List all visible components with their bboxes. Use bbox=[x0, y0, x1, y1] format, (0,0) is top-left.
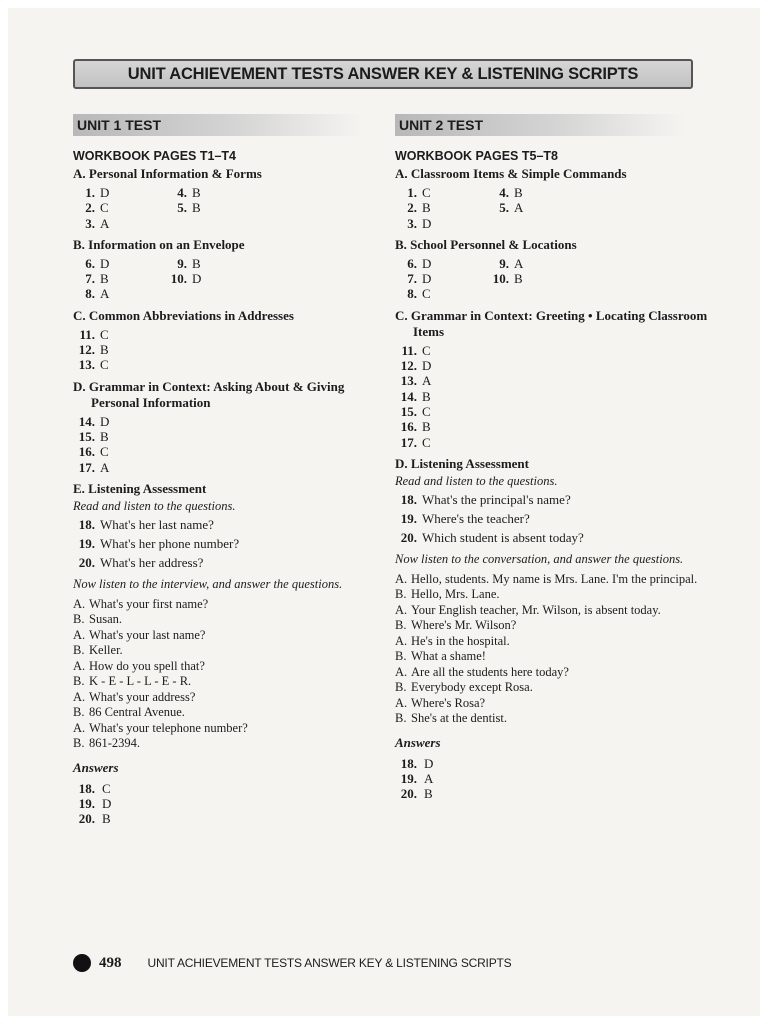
answer-letter: A bbox=[100, 286, 110, 302]
script-line bbox=[73, 612, 393, 628]
page-footer bbox=[73, 954, 511, 972]
unit-1-column bbox=[73, 114, 393, 827]
script-line bbox=[395, 665, 715, 681]
speaker-label: A. bbox=[395, 633, 408, 648]
final-answer-item bbox=[395, 756, 715, 771]
answer-number: 16. bbox=[400, 419, 417, 435]
answer-item bbox=[73, 256, 165, 271]
answer-letter: B bbox=[100, 342, 109, 358]
unit-1-heading: UNIT 1 TEST bbox=[73, 114, 363, 136]
answer-item bbox=[395, 358, 495, 373]
answer-number: 18. bbox=[78, 780, 95, 796]
answer-number: 2. bbox=[85, 200, 95, 216]
answer-number: 10. bbox=[170, 271, 187, 287]
answer-letter: C bbox=[102, 780, 111, 796]
script-line bbox=[395, 587, 715, 603]
answer-item bbox=[395, 286, 487, 301]
answer-item bbox=[165, 256, 265, 271]
unit-1-section-d-answers bbox=[73, 414, 393, 475]
unit-2-instruction-1: Read and listen to the questions. bbox=[395, 473, 558, 488]
question-number: 18. bbox=[400, 492, 417, 508]
answer-item bbox=[165, 216, 265, 231]
answer-letter: B bbox=[102, 811, 111, 827]
answer-item bbox=[395, 343, 495, 358]
answer-item bbox=[395, 435, 495, 450]
script-line bbox=[73, 721, 393, 737]
script-line bbox=[395, 603, 715, 619]
answer-letter: A bbox=[424, 771, 434, 787]
answer-item bbox=[487, 256, 587, 271]
answer-number: 6. bbox=[85, 255, 95, 271]
script-line bbox=[73, 736, 393, 752]
answer-number: 20. bbox=[78, 811, 95, 827]
answer-number: 3. bbox=[85, 215, 95, 231]
unit-1-instruction-2: Now listen to the interview, and answer the questions. bbox=[73, 577, 343, 592]
answer-number: 5. bbox=[177, 200, 187, 216]
answer-letter: B bbox=[192, 185, 201, 200]
answer-letter: A bbox=[100, 459, 110, 475]
unit-1-section-d: D. Grammar in Context: Asking About & Giving Personal Information bbox=[73, 378, 345, 410]
speaker-label: B. bbox=[73, 674, 85, 689]
unit-1-instruction-1: Read and listen to the questions. bbox=[73, 498, 236, 513]
script-text: 861-2394. bbox=[89, 736, 141, 751]
final-answer-item bbox=[395, 771, 715, 786]
answer-item bbox=[487, 185, 587, 200]
answer-number: 12. bbox=[78, 342, 95, 358]
answer-item bbox=[165, 286, 265, 301]
script-line bbox=[395, 696, 715, 712]
script-line bbox=[395, 649, 715, 665]
answer-item bbox=[395, 373, 495, 388]
answer-letter: C bbox=[422, 434, 431, 450]
script-text: What's your first name? bbox=[89, 596, 209, 611]
unit-1-final-answers bbox=[73, 781, 393, 827]
final-answer-item bbox=[73, 796, 393, 811]
unit-1-questions bbox=[73, 515, 393, 572]
banner-title: UNIT ACHIEVEMENT TESTS ANSWER KEY & LISTENING SCRIPTS bbox=[127, 64, 639, 83]
answer-letter: C bbox=[100, 200, 109, 216]
unit-1-section-b: B. Information on an Envelope bbox=[73, 236, 245, 252]
question-number: 20. bbox=[400, 530, 417, 546]
script-text: He's in the hospital. bbox=[411, 633, 510, 648]
answer-item bbox=[73, 185, 165, 200]
script-text: What's your telephone number? bbox=[89, 720, 248, 735]
answer-item bbox=[73, 414, 173, 429]
speaker-label: B. bbox=[73, 705, 85, 720]
answer-letter: C bbox=[100, 326, 109, 342]
answer-letter: A bbox=[514, 255, 524, 271]
answer-letter: D bbox=[100, 185, 110, 200]
answer-number: 18. bbox=[400, 755, 417, 771]
script-text: How do you spell that? bbox=[89, 658, 205, 673]
unit-2-section-b-answers bbox=[395, 256, 715, 302]
answer-item bbox=[73, 357, 173, 372]
answer-item bbox=[395, 185, 487, 200]
answer-letter: B bbox=[100, 428, 109, 444]
question-number: 19. bbox=[78, 536, 95, 552]
script-text: What a shame! bbox=[411, 649, 486, 664]
script-text: Keller. bbox=[89, 643, 123, 658]
question-number: 20. bbox=[78, 555, 95, 571]
answer-letter: B bbox=[424, 786, 433, 802]
unit-2-section-c-answers bbox=[395, 343, 715, 450]
answer-item bbox=[73, 444, 173, 459]
answer-number: 14. bbox=[78, 413, 95, 429]
unit-1-section-c: C. Common Abbreviations in Addresses bbox=[73, 307, 294, 323]
unit-2-section-c: C. Grammar in Context: Greeting • Locating Classroom Items bbox=[395, 307, 708, 339]
question-number: 18. bbox=[78, 517, 95, 533]
speaker-label: A. bbox=[395, 664, 408, 679]
answer-number: 13. bbox=[400, 373, 417, 389]
answer-letter: C bbox=[422, 403, 431, 419]
unit-1-section-e: E. Listening Assessment bbox=[73, 480, 207, 496]
script-text: Susan. bbox=[89, 612, 122, 627]
answer-item bbox=[165, 271, 265, 286]
question-item bbox=[73, 553, 393, 572]
script-line bbox=[395, 572, 715, 588]
unit-2-script bbox=[395, 572, 715, 727]
question-text: What's her last name? bbox=[100, 517, 214, 533]
script-line bbox=[395, 634, 715, 650]
answer-item bbox=[395, 200, 487, 215]
script-text: Everybody except Rosa. bbox=[411, 680, 533, 695]
answer-item bbox=[165, 185, 265, 200]
answer-item bbox=[73, 460, 173, 475]
answer-letter: B bbox=[422, 419, 431, 435]
answer-letter: D bbox=[422, 215, 432, 231]
answer-letter: D bbox=[422, 255, 432, 271]
speaker-label: A. bbox=[73, 627, 86, 642]
unit-1-section-b-answers bbox=[73, 256, 393, 302]
answer-number: 19. bbox=[78, 796, 95, 812]
answer-number: 8. bbox=[407, 286, 417, 302]
footer-title: UNIT ACHIEVEMENT TESTS ANSWER KEY & LISTENING SCRIPTS bbox=[147, 956, 512, 970]
answer-item bbox=[395, 256, 487, 271]
answer-number: 2. bbox=[407, 200, 417, 216]
unit-2-section-a: A. Classroom Items & Simple Commands bbox=[395, 166, 627, 181]
question-item bbox=[73, 515, 393, 534]
speaker-label: B. bbox=[395, 618, 407, 633]
speaker-label: B. bbox=[395, 680, 407, 695]
final-answer-item bbox=[73, 781, 393, 796]
script-text: Hello, students. My name is Mrs. Lane. I'm the principal. bbox=[411, 571, 698, 586]
answer-item bbox=[73, 286, 165, 301]
question-text: Which student is absent today? bbox=[422, 530, 584, 546]
answer-number: 15. bbox=[400, 403, 417, 419]
answer-letter: C bbox=[422, 286, 431, 302]
speaker-label: A. bbox=[73, 658, 86, 673]
script-text: Where's Rosa? bbox=[411, 695, 486, 710]
answer-number: 9. bbox=[499, 255, 509, 271]
answer-letter: B bbox=[514, 185, 523, 200]
speaker-label: B. bbox=[73, 612, 85, 627]
answer-item bbox=[73, 327, 173, 342]
answer-number: 16. bbox=[78, 444, 95, 460]
answer-number: 11. bbox=[401, 342, 417, 358]
speaker-label: B. bbox=[395, 711, 407, 726]
page-number: 498 bbox=[99, 954, 122, 971]
question-text: What's her phone number? bbox=[100, 536, 240, 552]
unit-2-section-b: B. School Personnel & Locations bbox=[395, 236, 577, 252]
answer-letter: A bbox=[514, 200, 524, 216]
answer-letter: B bbox=[100, 271, 109, 287]
script-line bbox=[73, 628, 393, 644]
answer-letter: D bbox=[100, 255, 110, 271]
script-text: K - E - L - L - E - R. bbox=[89, 674, 192, 689]
answer-number: 10. bbox=[492, 271, 509, 287]
speaker-label: B. bbox=[395, 649, 407, 664]
unit-2-questions bbox=[395, 490, 715, 547]
answer-number: 19. bbox=[400, 771, 417, 787]
answer-letter: B bbox=[422, 388, 431, 404]
answer-letter: C bbox=[422, 185, 431, 200]
answer-number: 15. bbox=[78, 428, 95, 444]
script-line bbox=[395, 618, 715, 634]
speaker-label: B. bbox=[73, 643, 85, 658]
answer-item bbox=[395, 271, 487, 286]
script-line bbox=[73, 674, 393, 690]
answer-letter: A bbox=[100, 215, 110, 231]
answer-item bbox=[487, 216, 587, 231]
answer-number: 17. bbox=[78, 459, 95, 475]
answer-item bbox=[73, 342, 173, 357]
script-line bbox=[395, 711, 715, 727]
answer-number: 1. bbox=[85, 185, 95, 200]
speaker-label: A. bbox=[395, 602, 408, 617]
question-text: What's the principal's name? bbox=[422, 492, 571, 508]
script-line bbox=[73, 643, 393, 659]
script-line bbox=[73, 690, 393, 706]
answer-number: 7. bbox=[407, 271, 417, 287]
answer-letter: D bbox=[422, 271, 432, 287]
answer-letter: C bbox=[422, 342, 431, 358]
answer-item bbox=[395, 404, 495, 419]
answer-item bbox=[73, 271, 165, 286]
answer-item bbox=[395, 389, 495, 404]
question-item bbox=[395, 528, 715, 547]
answer-letter: D bbox=[100, 413, 110, 429]
script-text: What's your last name? bbox=[89, 627, 206, 642]
answer-number: 4. bbox=[499, 185, 509, 200]
answer-number: 8. bbox=[85, 286, 95, 302]
script-text: 86 Central Avenue. bbox=[89, 705, 185, 720]
unit-1-section-a: A. Personal Information & Forms bbox=[73, 166, 262, 181]
page-banner bbox=[73, 59, 693, 89]
question-item bbox=[395, 490, 715, 509]
answer-letter: C bbox=[100, 357, 109, 373]
answer-item bbox=[487, 286, 587, 301]
answer-number: 3. bbox=[407, 215, 417, 231]
answer-number: 6. bbox=[407, 255, 417, 271]
unit-2-section-a-answers bbox=[395, 185, 715, 231]
unit-1-answers-heading: Answers bbox=[73, 759, 119, 775]
answer-number: 20. bbox=[400, 786, 417, 802]
answer-item bbox=[73, 429, 173, 444]
unit-1-script bbox=[73, 597, 393, 752]
unit-2-answers-heading: Answers bbox=[395, 734, 441, 750]
script-text: Are all the students here today? bbox=[411, 664, 569, 679]
speaker-label: A. bbox=[73, 596, 86, 611]
unit-2-instruction-2: Now listen to the conversation, and answer the questions. bbox=[395, 552, 684, 567]
unit-1-section-a-answers bbox=[73, 185, 393, 231]
answer-letter: A bbox=[422, 373, 432, 389]
answer-item bbox=[165, 200, 265, 215]
answer-item bbox=[73, 216, 165, 231]
script-text: Where's Mr. Wilson? bbox=[411, 618, 517, 633]
answer-letter: B bbox=[192, 255, 201, 271]
unit-2-column bbox=[395, 114, 715, 802]
answer-number: 9. bbox=[177, 255, 187, 271]
answer-letter: D bbox=[102, 796, 112, 812]
unit-2-workbook-pages: WORKBOOK PAGES T5–T8 bbox=[395, 149, 558, 163]
answer-item bbox=[487, 271, 587, 286]
script-text: She's at the dentist. bbox=[411, 711, 507, 726]
answer-letter: C bbox=[100, 444, 109, 460]
answer-item bbox=[487, 200, 587, 215]
speaker-label: B. bbox=[395, 587, 407, 602]
answer-number: 7. bbox=[85, 271, 95, 287]
speaker-label: A. bbox=[73, 720, 86, 735]
script-text: What's your address? bbox=[89, 689, 196, 704]
answer-number: 14. bbox=[400, 388, 417, 404]
script-text: Your English teacher, Mr. Wilson, is absent today. bbox=[411, 602, 661, 617]
question-item bbox=[395, 509, 715, 528]
unit-2-heading: UNIT 2 TEST bbox=[395, 114, 685, 136]
unit-1-section-c-answers bbox=[73, 327, 393, 373]
speaker-label: A. bbox=[395, 571, 408, 586]
script-line bbox=[73, 659, 393, 675]
speaker-label: A. bbox=[395, 695, 408, 710]
speaker-label: B. bbox=[73, 736, 85, 751]
script-line bbox=[73, 597, 393, 613]
final-answer-item bbox=[73, 811, 393, 826]
answer-number: 4. bbox=[177, 185, 187, 200]
answer-letter: B bbox=[192, 200, 201, 216]
answer-number: 13. bbox=[78, 357, 95, 373]
answer-letter: B bbox=[514, 271, 523, 287]
answer-number: 1. bbox=[407, 185, 417, 200]
answer-letter: B bbox=[422, 200, 431, 216]
unit-2-final-answers bbox=[395, 756, 715, 802]
answer-item bbox=[395, 216, 487, 231]
unit-2-section-d: D. Listening Assessment bbox=[395, 455, 529, 471]
script-line bbox=[73, 705, 393, 721]
question-number: 19. bbox=[400, 511, 417, 527]
answer-number: 5. bbox=[499, 200, 509, 216]
answer-letter: D bbox=[424, 755, 434, 771]
script-text: Hello, Mrs. Lane. bbox=[411, 587, 500, 602]
question-item bbox=[73, 534, 393, 553]
answer-number: 12. bbox=[400, 358, 417, 374]
speaker-label: A. bbox=[73, 689, 86, 704]
unit-1-workbook-pages: WORKBOOK PAGES T1–T4 bbox=[73, 149, 236, 163]
answer-item bbox=[395, 419, 495, 434]
question-text: Where's the teacher? bbox=[422, 511, 530, 527]
answer-item bbox=[73, 200, 165, 215]
answer-number: 11. bbox=[79, 326, 95, 342]
final-answer-item bbox=[395, 786, 715, 801]
question-text: What's her address? bbox=[100, 555, 204, 571]
page-marker-dot bbox=[73, 954, 91, 972]
answer-number: 17. bbox=[400, 434, 417, 450]
script-line bbox=[395, 680, 715, 696]
answer-letter: D bbox=[422, 358, 432, 374]
answer-letter: D bbox=[192, 271, 202, 287]
